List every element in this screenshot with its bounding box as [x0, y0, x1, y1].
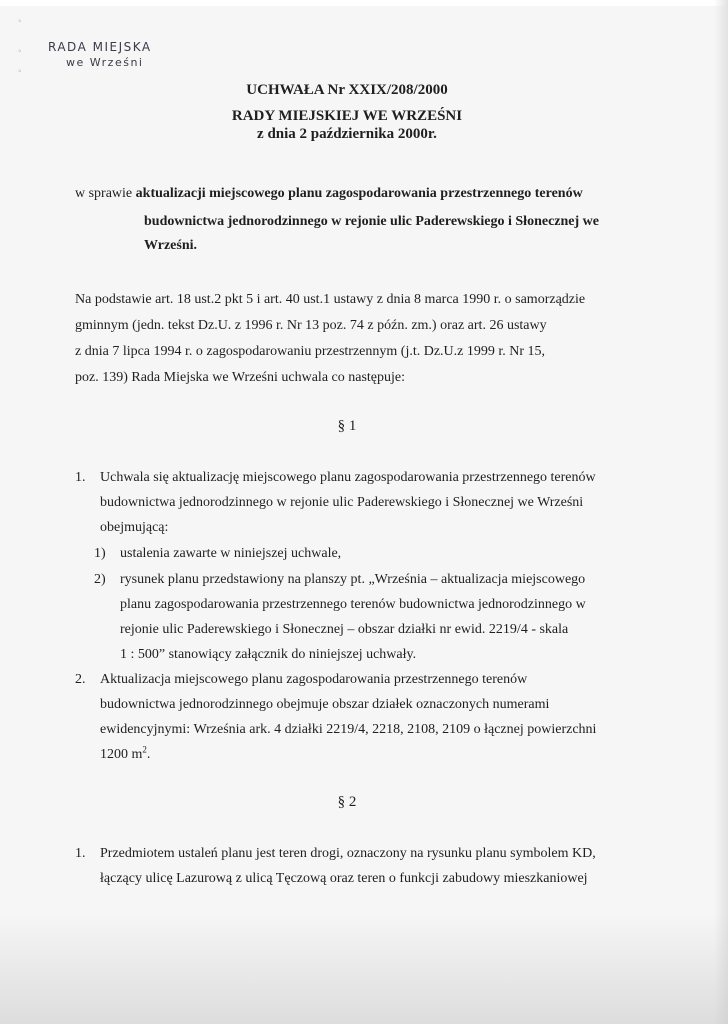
legal-basis-line-3: z dnia 7 lipca 1994 r. o zagospodarowaniu przestrzennym (j.t. Dz.U.z 1999 r. Nr 15,: [75, 344, 546, 359]
legal-basis-line-4: poz. 139) Rada Miejska we Wrześni uchwala co następuje:: [75, 370, 406, 385]
paragraph-line: budownictwa jednorodzinnego obejmuje obszar działek oznaczonych numerami: [100, 697, 550, 712]
stamp-line-1: RADA MIEJSKA: [48, 40, 152, 54]
paragraph-line: Aktualizacja miejscowego planu zagospodarowania przestrzennego terenów: [100, 672, 528, 687]
punch-mark: ◦: [18, 66, 22, 77]
list-number: 2.: [75, 672, 86, 687]
page-right-edge: [714, 0, 728, 1024]
resolution-title: UCHWAŁA Nr XXIX/208/2000: [246, 82, 448, 98]
list-number: 1.: [75, 470, 86, 485]
paragraph-line: ewidencyjnymi: Września ark. 4 działki 2219/4, 2218, 2108, 2109 o łącznej powierzchni: [100, 722, 597, 737]
paragraph-line: rejonie ulic Paderewskiego i Słonecznej – obszar działki nr ewid. 2219/4 - skala: [120, 622, 569, 637]
subject-line-2: budownictwa jednorodzinnego w rejonie ulic Paderewskiego i Słonecznej we: [144, 214, 599, 229]
paragraph-line: planu zagospodarowania przestrzennego terenów budownictwa jednorodzinnego w: [120, 597, 586, 612]
resolution-issuer: RADY MIEJSKIEJ WE WRZEŚNI: [231, 108, 463, 124]
subject-text-1: aktualizacji miejscowego planu zagospodarowania przestrzennego terenów: [135, 186, 583, 201]
page-top-edge: [0, 0, 728, 6]
council-stamp: [48, 40, 152, 70]
subject-line-1: [75, 186, 583, 202]
area-value: 1200 m: [100, 747, 143, 762]
stamp-line-2: we Wrześni: [66, 56, 144, 69]
paragraph-line: Uchwala się aktualizację miejscowego planu zagospodarowania przestrzennego terenów: [100, 470, 596, 485]
subject-prefix: w sprawie: [75, 186, 136, 201]
subject-line-3: Wrześni.: [144, 238, 198, 253]
legal-basis-line-1: Na podstawie art. 18 ust.2 pkt 5 i art. 40 ust.1 ustawy z dnia 8 marca 1990 r. o samorządzie: [75, 292, 586, 307]
section-1-heading: § 1: [337, 418, 357, 434]
paragraph-line: ustalenia zawarte w niniejszej uchwale,: [120, 546, 342, 561]
list-number: 2): [94, 572, 106, 587]
paragraph-line: obejmującą:: [100, 520, 169, 535]
list-number: 1): [94, 546, 106, 561]
legal-basis-line-2: gminnym (jedn. tekst Dz.U. z 1996 r. Nr 13 poz. 74 z późn. zm.) oraz art. 26 ustawy: [75, 318, 547, 333]
section-2-heading: § 2: [337, 794, 357, 810]
punch-mark: ◦: [18, 46, 22, 57]
paragraph-line: rysunek planu przedstawiony na planszy pt. „Września – aktualizacja miejscowego: [120, 572, 586, 587]
paragraph-line: budownictwa jednorodzinnego w rejonie ulic Paderewskiego i Słonecznej we Wrześni: [100, 495, 584, 510]
paragraph-line: 1 : 500” stanowiący załącznik do niniejszej uchwały.: [120, 647, 417, 662]
area-line: [100, 744, 151, 763]
list-number: 1.: [75, 846, 86, 861]
area-unit-exponent: 2: [142, 744, 147, 755]
punch-mark: ◦: [18, 16, 22, 27]
paragraph-line: łączący ulicę Lazurową z ulicą Tęczową oraz teren o funkcji zabudowy mieszkaniowej: [100, 871, 588, 886]
resolution-date: z dnia 2 października 2000r.: [257, 126, 437, 142]
paragraph-line: Przedmiotem ustaleń planu jest teren drogi, oznaczony na rysunku planu symbolem KD,: [100, 846, 596, 861]
area-period: .: [146, 747, 151, 762]
